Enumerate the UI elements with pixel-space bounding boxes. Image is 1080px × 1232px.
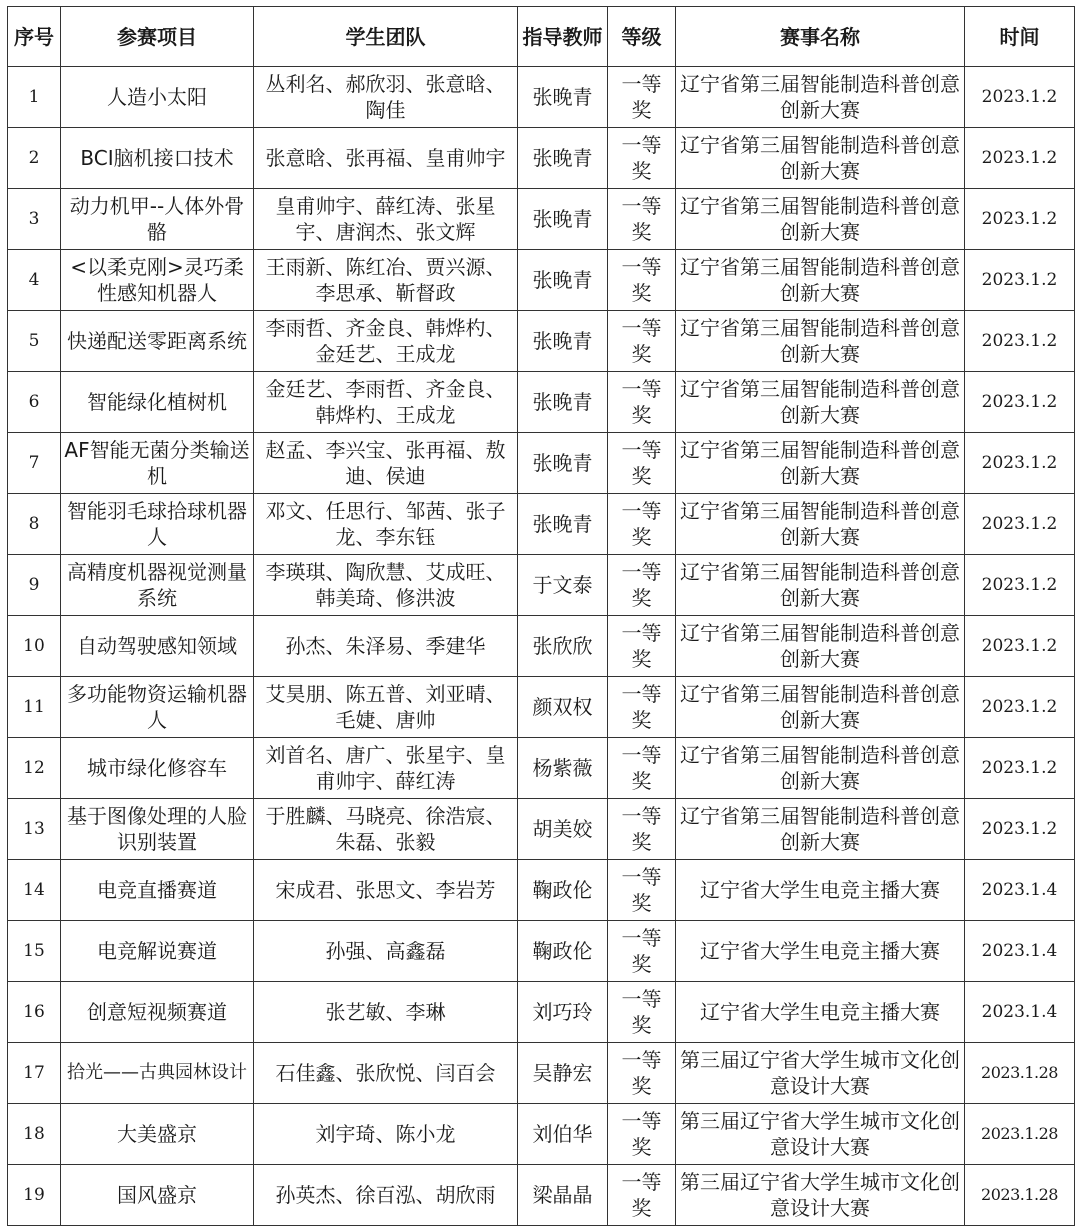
cell-date: 2023.1.2 <box>965 799 1075 860</box>
cell-no: 10 <box>8 616 61 677</box>
cell-team: 王雨新、陈红冶、贾兴源、李思承、靳督政 <box>254 250 518 311</box>
cell-grade: 一等奖 <box>608 1104 676 1165</box>
cell-team: 张意晗、张再福、皇甫帅宇 <box>254 128 518 189</box>
table-row <box>8 738 1075 799</box>
table-row <box>8 1104 1075 1165</box>
cell-project: AF智能无菌分类输送机 <box>61 433 254 494</box>
cell-competition: 辽宁省第三届智能制造科普创意创新大赛 <box>676 616 965 677</box>
cell-teacher: 颜双权 <box>518 677 608 738</box>
cell-team: 李雨哲、齐金良、韩烨杓、金廷艺、王成龙 <box>254 311 518 372</box>
cell-grade: 一等奖 <box>608 860 676 921</box>
cell-teacher: 张晚青 <box>518 128 608 189</box>
table-row <box>8 921 1075 982</box>
cell-date: 2023.1.2 <box>965 616 1075 677</box>
cell-no: 4 <box>8 250 61 311</box>
table-row <box>8 372 1075 433</box>
cell-grade: 一等奖 <box>608 921 676 982</box>
cell-team: 李瑛琪、陶欣慧、艾成旺、韩美琦、修洪波 <box>254 555 518 616</box>
cell-teacher: 鞠政伦 <box>518 921 608 982</box>
cell-project: 大美盛京 <box>61 1104 254 1165</box>
cell-date: 2023.1.2 <box>965 67 1075 128</box>
cell-team: 艾昊朋、陈五普、刘亚晴、毛婕、唐帅 <box>254 677 518 738</box>
cell-no: 16 <box>8 982 61 1043</box>
table-body <box>8 67 1075 1226</box>
cell-no: 1 <box>8 67 61 128</box>
cell-teacher: 张晚青 <box>518 250 608 311</box>
cell-competition: 辽宁省第三届智能制造科普创意创新大赛 <box>676 128 965 189</box>
header-team: 学生团队 <box>254 7 518 67</box>
cell-date: 2023.1.2 <box>965 738 1075 799</box>
cell-team: 宋成君、张思文、李岩芳 <box>254 860 518 921</box>
cell-teacher: 鞠政伦 <box>518 860 608 921</box>
cell-competition: 辽宁省第三届智能制造科普创意创新大赛 <box>676 433 965 494</box>
cell-grade: 一等奖 <box>608 555 676 616</box>
cell-no: 18 <box>8 1104 61 1165</box>
cell-team: 孙强、高鑫磊 <box>254 921 518 982</box>
cell-teacher: 刘伯华 <box>518 1104 608 1165</box>
cell-project: <以柔克刚>灵巧柔性感知机器人 <box>61 250 254 311</box>
cell-project: 动力机甲--人体外骨骼 <box>61 189 254 250</box>
cell-date: 2023.1.2 <box>965 555 1075 616</box>
table-row <box>8 67 1075 128</box>
cell-grade: 一等奖 <box>608 250 676 311</box>
cell-competition: 辽宁省第三届智能制造科普创意创新大赛 <box>676 738 965 799</box>
header-project: 参赛项目 <box>61 7 254 67</box>
cell-date: 2023.1.4 <box>965 982 1075 1043</box>
cell-no: 2 <box>8 128 61 189</box>
cell-project: 人造小太阳 <box>61 67 254 128</box>
cell-teacher: 张晚青 <box>518 189 608 250</box>
cell-competition: 辽宁省第三届智能制造科普创意创新大赛 <box>676 799 965 860</box>
table-row <box>8 494 1075 555</box>
cell-grade: 一等奖 <box>608 1165 676 1226</box>
cell-grade: 一等奖 <box>608 67 676 128</box>
cell-teacher: 张晚青 <box>518 494 608 555</box>
cell-no: 7 <box>8 433 61 494</box>
table-row <box>8 616 1075 677</box>
cell-competition: 辽宁省第三届智能制造科普创意创新大赛 <box>676 677 965 738</box>
table-row <box>8 311 1075 372</box>
cell-no: 13 <box>8 799 61 860</box>
cell-project: 智能羽毛球拾球机器人 <box>61 494 254 555</box>
cell-teacher: 梁晶晶 <box>518 1165 608 1226</box>
cell-competition: 第三届辽宁省大学生城市文化创意设计大赛 <box>676 1043 965 1104</box>
cell-no: 6 <box>8 372 61 433</box>
cell-project: 高精度机器视觉测量系统 <box>61 555 254 616</box>
cell-no: 8 <box>8 494 61 555</box>
cell-no: 19 <box>8 1165 61 1226</box>
table-row <box>8 555 1075 616</box>
cell-grade: 一等奖 <box>608 738 676 799</box>
cell-project: BCI脑机接口技术 <box>61 128 254 189</box>
cell-competition: 辽宁省第三届智能制造科普创意创新大赛 <box>676 494 965 555</box>
cell-date: 2023.1.2 <box>965 433 1075 494</box>
cell-project: 智能绿化植树机 <box>61 372 254 433</box>
cell-no: 14 <box>8 860 61 921</box>
cell-teacher: 胡美姣 <box>518 799 608 860</box>
cell-no: 17 <box>8 1043 61 1104</box>
cell-date: 2023.1.4 <box>965 860 1075 921</box>
cell-competition: 辽宁省大学生电竞主播大赛 <box>676 921 965 982</box>
cell-competition: 辽宁省第三届智能制造科普创意创新大赛 <box>676 372 965 433</box>
cell-competition: 第三届辽宁省大学生城市文化创意设计大赛 <box>676 1165 965 1226</box>
cell-team: 孙杰、朱泽易、季建华 <box>254 616 518 677</box>
table-row <box>8 1165 1075 1226</box>
cell-date: 2023.1.2 <box>965 677 1075 738</box>
cell-competition: 辽宁省第三届智能制造科普创意创新大赛 <box>676 189 965 250</box>
cell-grade: 一等奖 <box>608 433 676 494</box>
cell-date: 2023.1.2 <box>965 128 1075 189</box>
cell-team: 皇甫帅宇、薛红涛、张星宇、唐润杰、张文辉 <box>254 189 518 250</box>
cell-project: 创意短视频赛道 <box>61 982 254 1043</box>
cell-project: 电竞解说赛道 <box>61 921 254 982</box>
table-row <box>8 189 1075 250</box>
cell-project: 拾光——古典园林设计 <box>61 1043 254 1104</box>
cell-no: 15 <box>8 921 61 982</box>
header-date: 时间 <box>965 7 1075 67</box>
table-row <box>8 677 1075 738</box>
cell-team: 金廷艺、李雨哲、齐金良、韩烨杓、王成龙 <box>254 372 518 433</box>
cell-team: 邓文、任思行、邹茜、张子龙、李东钰 <box>254 494 518 555</box>
cell-project: 城市绿化修容车 <box>61 738 254 799</box>
cell-team: 于胜麟、马晓亮、徐浩宸、朱磊、张毅 <box>254 799 518 860</box>
cell-no: 5 <box>8 311 61 372</box>
cell-project: 快递配送零距离系统 <box>61 311 254 372</box>
cell-competition: 辽宁省第三届智能制造科普创意创新大赛 <box>676 67 965 128</box>
cell-grade: 一等奖 <box>608 128 676 189</box>
cell-grade: 一等奖 <box>608 189 676 250</box>
header-row <box>8 7 1075 67</box>
cell-grade: 一等奖 <box>608 616 676 677</box>
cell-date: 2023.1.28 <box>965 1043 1075 1104</box>
cell-teacher: 吴静宏 <box>518 1043 608 1104</box>
cell-date: 2023.1.2 <box>965 494 1075 555</box>
cell-date: 2023.1.2 <box>965 250 1075 311</box>
cell-competition: 辽宁省大学生电竞主播大赛 <box>676 860 965 921</box>
header-grade: 等级 <box>608 7 676 67</box>
cell-grade: 一等奖 <box>608 982 676 1043</box>
cell-project: 国风盛京 <box>61 1165 254 1226</box>
cell-competition: 辽宁省第三届智能制造科普创意创新大赛 <box>676 311 965 372</box>
cell-no: 12 <box>8 738 61 799</box>
cell-date: 2023.1.28 <box>965 1104 1075 1165</box>
cell-team: 石佳鑫、张欣悦、闫百会 <box>254 1043 518 1104</box>
cell-teacher: 张晚青 <box>518 67 608 128</box>
cell-project: 自动驾驶感知领域 <box>61 616 254 677</box>
cell-teacher: 张晚青 <box>518 433 608 494</box>
cell-competition: 辽宁省第三届智能制造科普创意创新大赛 <box>676 250 965 311</box>
cell-no: 9 <box>8 555 61 616</box>
table-row <box>8 433 1075 494</box>
cell-team: 孙英杰、徐百泓、胡欣雨 <box>254 1165 518 1226</box>
cell-teacher: 刘巧玲 <box>518 982 608 1043</box>
table-row <box>8 1043 1075 1104</box>
cell-teacher: 张晚青 <box>518 372 608 433</box>
cell-competition: 辽宁省第三届智能制造科普创意创新大赛 <box>676 555 965 616</box>
table-row <box>8 982 1075 1043</box>
header-competition: 赛事名称 <box>676 7 965 67</box>
cell-date: 2023.1.2 <box>965 311 1075 372</box>
cell-team: 刘首名、唐广、张星宇、皇甫帅宇、薛红涛 <box>254 738 518 799</box>
awards-table <box>7 6 1075 1226</box>
cell-grade: 一等奖 <box>608 1043 676 1104</box>
cell-teacher: 于文泰 <box>518 555 608 616</box>
cell-grade: 一等奖 <box>608 677 676 738</box>
cell-project: 电竞直播赛道 <box>61 860 254 921</box>
cell-grade: 一等奖 <box>608 799 676 860</box>
header-no: 序号 <box>8 7 61 67</box>
cell-grade: 一等奖 <box>608 372 676 433</box>
cell-date: 2023.1.28 <box>965 1165 1075 1226</box>
cell-team: 丛利名、郝欣羽、张意晗、陶佳 <box>254 67 518 128</box>
cell-teacher: 张晚青 <box>518 311 608 372</box>
cell-date: 2023.1.2 <box>965 372 1075 433</box>
header-teacher: 指导教师 <box>518 7 608 67</box>
cell-team: 刘宇琦、陈小龙 <box>254 1104 518 1165</box>
table-row <box>8 250 1075 311</box>
cell-date: 2023.1.4 <box>965 921 1075 982</box>
cell-competition: 第三届辽宁省大学生城市文化创意设计大赛 <box>676 1104 965 1165</box>
cell-project: 多功能物资运输机器人 <box>61 677 254 738</box>
cell-date: 2023.1.2 <box>965 189 1075 250</box>
cell-project: 基于图像处理的人脸识别装置 <box>61 799 254 860</box>
cell-team: 赵孟、李兴宝、张再福、敖迪、侯迪 <box>254 433 518 494</box>
cell-grade: 一等奖 <box>608 311 676 372</box>
cell-grade: 一等奖 <box>608 494 676 555</box>
cell-teacher: 张欣欣 <box>518 616 608 677</box>
table-row <box>8 128 1075 189</box>
table-row <box>8 860 1075 921</box>
cell-team: 张艺敏、李琳 <box>254 982 518 1043</box>
table-row <box>8 799 1075 860</box>
cell-no: 11 <box>8 677 61 738</box>
cell-competition: 辽宁省大学生电竞主播大赛 <box>676 982 965 1043</box>
cell-teacher: 杨紫薇 <box>518 738 608 799</box>
cell-no: 3 <box>8 189 61 250</box>
